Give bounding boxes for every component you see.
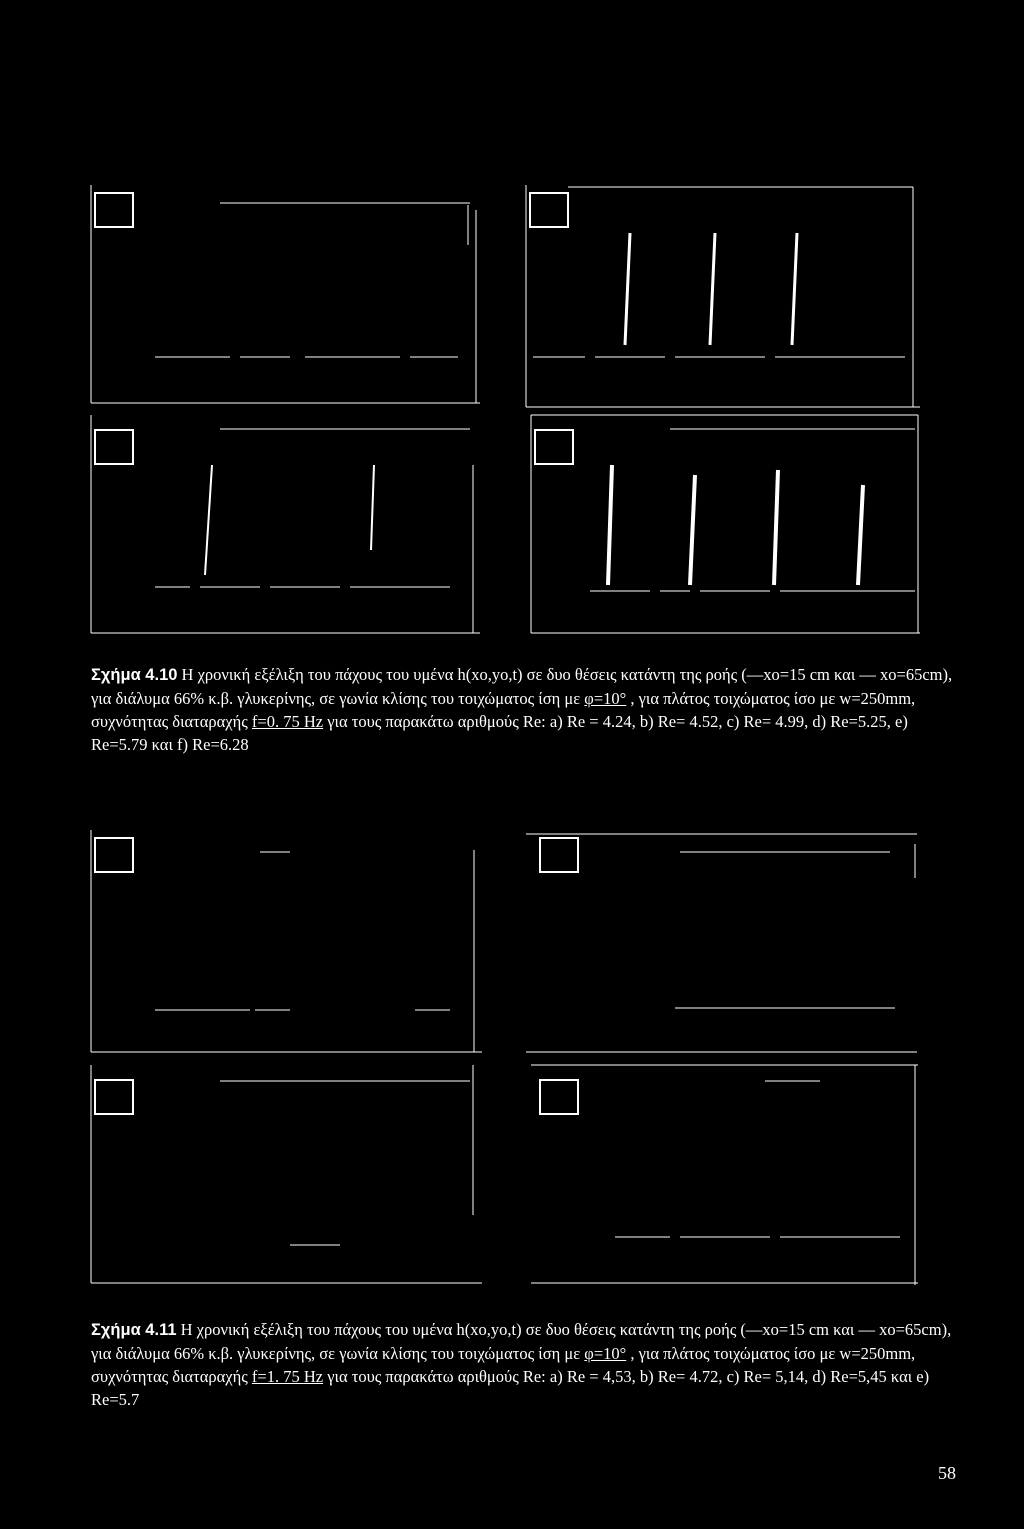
plot-frame [90, 415, 480, 635]
caption-angle: φ=10° [584, 689, 627, 708]
plot-frame [525, 830, 920, 1055]
plot-frame [90, 185, 480, 405]
caption-text: για τους παρακάτω αριθμούς Re: a) Re = 4,53, b) Re= 4.72, c) Re= 5,14, d) Re=5,45 και e) Re=5.7 [91, 1367, 930, 1409]
plot-legend-box [540, 838, 578, 872]
plot-legend-box [530, 193, 568, 227]
figure-4-10-panel-d [530, 415, 922, 635]
plot-legend-box [95, 1080, 133, 1114]
figure-4-11-panel-b [525, 830, 920, 1055]
caption-text: για τους παρακάτω αριθμούς Re: a) Re = 4.24, b) Re= 4.52, c) Re= 4.99, d) Re=5.25, e) Re=5.79 και f) Re=6.28 [91, 712, 908, 754]
plot-legend-box [95, 430, 133, 464]
figure-4-11-panel-c [90, 1065, 482, 1285]
plot-frame [90, 830, 482, 1055]
figure-label: Σχήμα 4.10 [91, 666, 178, 684]
plot-frame [525, 185, 920, 410]
figure-4-11-caption [91, 1318, 963, 1411]
figure-4-10-panel-a [90, 185, 480, 405]
caption-frequency: f=0. 75 Hz [251, 712, 324, 731]
caption-angle: φ=10° [584, 1344, 627, 1363]
plot-frame [530, 1065, 922, 1285]
figure-4-10-panel-c [90, 415, 480, 635]
figure-label: Σχήμα 4.11 [91, 1321, 177, 1339]
caption-text: Η χρονική εξέλιξη του πάχους του υμένα h(xo,yo,t) σε δυο θέσεις κατάντη της ροής (—xo=15 cm και — xo=65cm), για διάλυμα 66% κ.β. γλυκερίνης, σε γωνία κλίσης του τοιχώματος ίση με [91, 665, 953, 708]
caption-frequency: f=1. 75 Hz [251, 1367, 324, 1386]
caption-text: , για πλάτος τοιχώματος ίσο με w=250mm, συχνότητας διαταραχής [91, 1344, 916, 1386]
plot-frame [90, 1065, 482, 1285]
plot-legend-box [95, 838, 133, 872]
page-number: 58 [938, 1463, 956, 1483]
plot-legend-box [535, 430, 573, 464]
figure-4-11-panel-a [90, 830, 482, 1055]
caption-text: Η χρονική εξέλιξη του πάχους του υμένα h(xo,yo,t) σε δυο θέσεις κατάντη της ροής (—xo=15 cm και — xo=65cm), για διάλυμα 66% κ.β. γλυκερίνης, σε γωνία κλίσης του τοιχώματος ίση με [91, 1320, 952, 1363]
plot-legend-box [540, 1080, 578, 1114]
figure-4-11-panel-d [530, 1065, 922, 1285]
caption-text: , για πλάτος τοιχώματος ίσο με w=250mm, συχνότητας διαταραχής [91, 689, 916, 731]
figure-4-10-panel-b [525, 185, 920, 410]
plot-frame [530, 415, 922, 635]
figure-4-10-caption [91, 663, 963, 756]
plot-legend-box [95, 193, 133, 227]
